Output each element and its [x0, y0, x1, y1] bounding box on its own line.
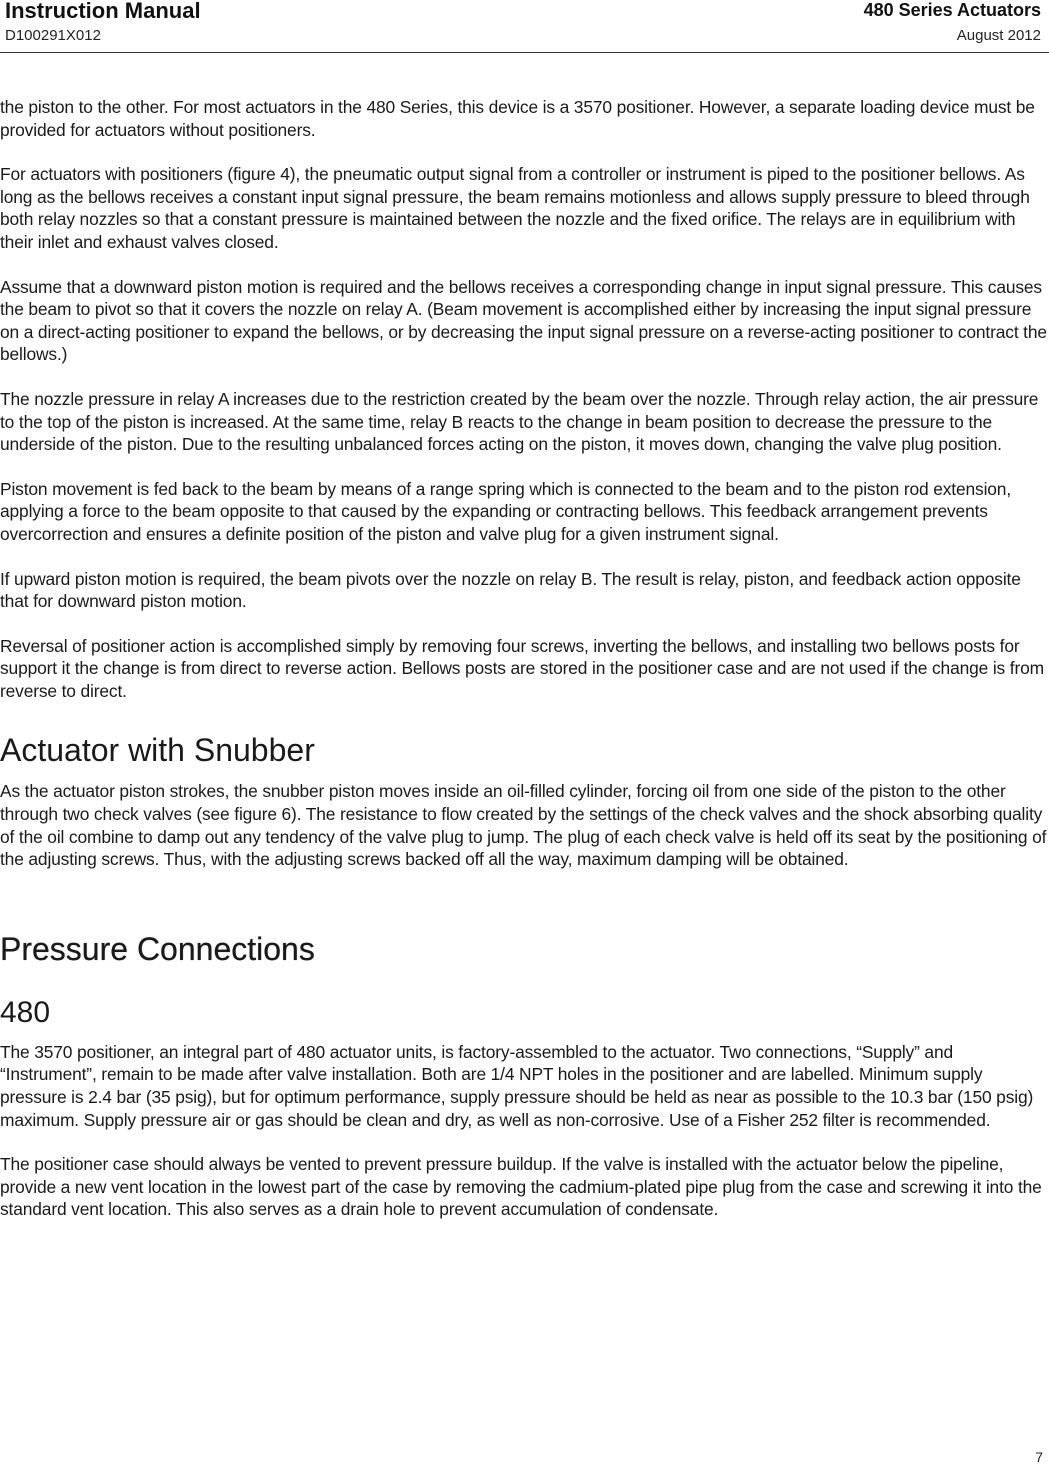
paragraph: Piston movement is fed back to the beam by means of a range spring which is connected to the beam and to the piston rod extension, applying a force to the beam opposite to that caused by the expanding or contracting bellows. This feedback arrangement prevents overcorrection and ensures a definite position of the piston and valve plug for a given instrument signal.	[0, 478, 1012, 544]
publication-date: August 2012	[956, 27, 1041, 44]
subsection-heading-480: 480	[0, 995, 51, 1029]
page-number: 7	[1035, 1449, 1043, 1465]
paragraph: If upward piston motion is required, the beam pivots over the nozzle on relay B. The result is relay, piston, and feedback action opposite that for downward piston motion.	[0, 568, 1021, 612]
manual-title: Instruction Manual	[5, 0, 201, 23]
paragraph: The positioner case should always be vented to prevent pressure buildup. If the valve is installed with the actuator below the pipeline, provide a new vent location in the lowest part of the case by removing the cadmium-plated pipe plug from the case and screwing it into the standard vent location. This also serves as a drain hole to prevent accumulation of condensate.	[0, 1154, 1042, 1220]
paragraph: Assume that a downward piston motion is required and the bellows receives a corresponding change in input signal pressure. This causes the beam to pivot so that it covers the nozzle on relay A. (Beam movement is accomplished either by increasing the input signal pressure on a direct-acting positioner to expand the bellows, or by decreasing the input signal pressure on a reverse-acting positioner to contract the bellows.)	[0, 276, 1047, 365]
section-heading-pressure-connections: Pressure Connections	[0, 930, 315, 967]
page-content	[0, 96, 1049, 1243]
document-number: D100291X012	[5, 27, 101, 44]
paragraph: For actuators with positioners (figure 4), the pneumatic output signal from a controller or instrument is piped to the positioner bellows. As long as the bellows receives a constant input signal pressure, the beam remains motionless and allows supply pressure to bleed through both relay nozzles so that a constant pressure is maintained between the nozzle and the fixed orifice. The relays are in equilibrium with their inlet and exhaust valves closed.	[0, 164, 1030, 252]
paragraph: Reversal of positioner action is accomplished simply by removing four screws, inverting the bellows, and installing two bellows posts for support it the change is from direct to reverse action. Bellows posts are stored in the positioner case and are not used if the change is from reverse to direct.	[0, 635, 1044, 701]
paragraph: As the actuator piston strokes, the snubber piston moves inside an oil-filled cylinder, forcing oil from one side of the piston to the other through two check valves (see figure 6). The resistance to flow created by the settings of the check valves and the shock absorbing quality of the oil combine to damp out any tendency of the valve plug to jump. The plug of each check valve is held off its seat by the positioning of the adjusting screws. Thus, with the adjusting screws backed off all the way, maximum damping will be obtained.	[0, 781, 1047, 870]
page-header	[0, 0, 1049, 53]
section-heading-snubber: Actuator with Snubber	[0, 732, 315, 769]
product-name: 480 Series Actuators	[863, 0, 1041, 20]
paragraph: The nozzle pressure in relay A increases due to the restriction created by the beam over the nozzle. Through relay action, the air pressure to the top of the piston is increased. At the same time, relay B reacts to the change in beam position to decrease the pressure to the underside of the piston. Due to the resulting unbalanced forces acting on the piston, it moves down, changing the valve plug position.	[0, 388, 1039, 455]
paragraph: The 3570 positioner, an integral part of 480 actuator units, is factory-assembled to the actuator. Two connections, “Supply” and “Instrument”, remain to be made after valve installation. Both are 1/4 NPT holes in the positioner and are labelled. Minimum supply pressure is 2.4 bar (35 psig), but for optimum performance, supply pressure should be held as near as possible to the 10.3 bar (150 psig) maximum. Supply pressure air or gas should be clean and dry, as well as non-corrosive. Use of a Fisher 252 filter is recommended.	[0, 1041, 1034, 1130]
paragraph: the piston to the other. For most actuators in the 480 Series, this device is a 3570 positioner. However, a separate loading device must be provided for actuators without positioners.	[0, 97, 1035, 140]
